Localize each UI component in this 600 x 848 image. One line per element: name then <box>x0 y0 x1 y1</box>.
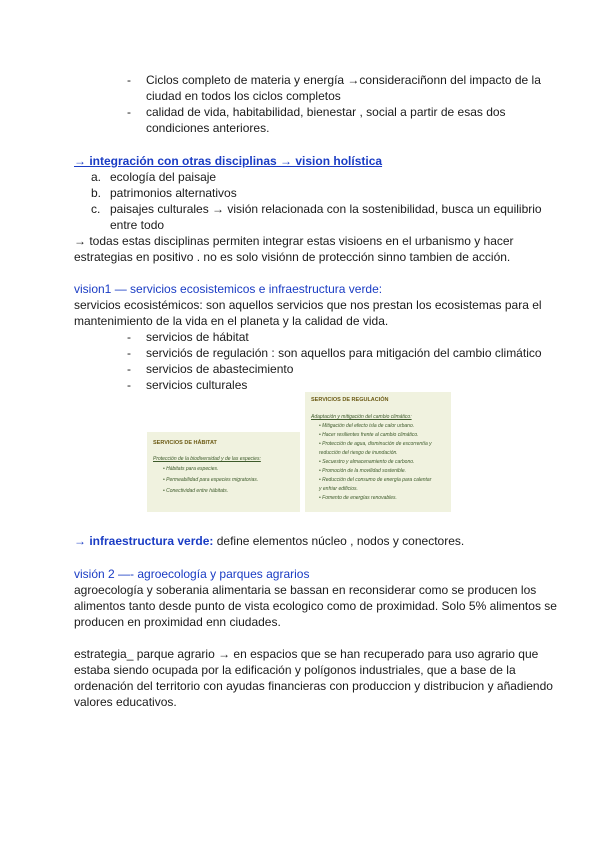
box-item: • Reducción del consumo de energía para calentar <box>319 477 432 483</box>
paragraph-line: servicios ecosistémicos: son aquellos servicios que nos prestan los ecosistemas para el <box>74 298 542 312</box>
paragraph-line: estrategias en positivo . no es solo visiónn de protección sinno tambien de acción. <box>74 250 511 264</box>
box-item: • Hacer resilientes frente al cambio climático. <box>319 432 419 438</box>
list-item-text: entre todo <box>110 218 165 232</box>
box-item: reducción del riesgo de inundación. <box>319 450 398 456</box>
infra-verde-text: define elementos núcleo , nodos y conectores. <box>213 534 465 548</box>
box-item: • Conectividad entre hábitats. <box>163 488 229 494</box>
list-item-text: Ciclos completo de materia y energía →consideraciñonn del impacto de la <box>146 73 541 87</box>
box-title: SERVICIOS DE REGULACIÓN <box>311 397 389 403</box>
paragraph-line: agroecología y soberania alimentaria se bassan en reconsiderar como se producen los <box>74 583 537 597</box>
box-title: SERVICIOS DE HÁBITAT <box>153 440 217 446</box>
list-item-text: serviciós de regulación : son aquellos para mitigación del cambio climático <box>146 346 542 360</box>
box-item: • Mitigación del efecto isla de calor urbano. <box>319 423 415 429</box>
list-item-text: servicios culturales <box>146 378 248 392</box>
vision2-title: visión 2 —- agroecología y parques agrarios <box>74 567 310 581</box>
list-item-text: ecología del paisaje <box>110 170 217 184</box>
list-item-text: servicios de hábitat <box>146 330 249 344</box>
paragraph-line: estaba siendo ocupada por la edificación y polígonos industriales, que a base de la <box>74 663 516 677</box>
list-item-text: calidad de vida, habitabilidad, bienestar , social a partir de esas dos <box>146 105 506 119</box>
list-item-text: paisajes culturales → visión relacionada con la sostenibilidad, busca un equilibrio <box>110 202 542 216</box>
paragraph-line: estrategia_ parque agrario → en espacios que se han recuperado para uso agrario que <box>74 647 539 661</box>
box-item: • Protección de agua, disminución de escorrentía y <box>319 441 432 447</box>
box-item: • Permeabilidad para especies migratorias. <box>163 477 259 483</box>
box-subtitle: Protección de la biodiversidad y de las especies: <box>153 456 261 462</box>
list-dash: - <box>127 378 131 392</box>
list-item-text: servicios de abastecimiento <box>146 362 294 376</box>
box-item: • Promoción de la movilidad sostenible. <box>319 468 407 474</box>
list-dash: - <box>127 346 131 360</box>
list-dash: - <box>127 362 131 376</box>
paragraph-line: valores educativos. <box>74 695 177 709</box>
box-item: • Fomento de energías renovables. <box>319 495 397 501</box>
paragraph-line: producen en proximidad enn ciudades. <box>74 615 281 629</box>
box-subtitle: Adaptación y mitigación del cambio climático: <box>311 414 412 420</box>
list-marker: a. <box>91 170 102 184</box>
vision1-title: vision1 — servicios ecosistemicos e infraestructura verde: <box>74 282 383 296</box>
paragraph-line: alimentos tanto desde punto de vista ecologico como de proximidad. Solo 5% alimentos se <box>74 599 557 613</box>
paragraph-line: → todas estas disciplinas permiten integrar estas visioens en el urbanismo y hacer <box>74 234 514 248</box>
list-dash: - <box>127 105 131 119</box>
integration-heading: → integración con otras disciplinas → vision holística <box>74 154 383 168</box>
list-item-text: condiciones anteriores. <box>146 121 270 135</box>
list-marker: c. <box>91 202 101 216</box>
list-item-text: ciudad en todos los ciclos completos <box>146 89 341 103</box>
paragraph-line: ordenación del territorio con ayudas financieras con produccion y distribucion y añadiendo <box>74 679 553 693</box>
box-item: y enfriar edificios. <box>319 486 358 492</box>
paragraph-line: mantenimiento de la vida en el planeta y la calidad de vida. <box>74 314 389 328</box>
box-item: • Secuestro y almacenamiento de carbono. <box>319 459 415 465</box>
infra-verde-line <box>74 533 464 549</box>
infra-verde-label: → infraestructura verde: <box>74 534 214 548</box>
box-item: • Hábitats para especies. <box>163 466 219 472</box>
list-item-text: patrimonios alternativos <box>110 186 237 200</box>
regulation-services-box <box>305 392 451 512</box>
list-marker: b. <box>91 186 102 200</box>
list-dash: - <box>127 330 131 344</box>
list-dash: - <box>127 73 131 87</box>
habitat-services-box <box>147 432 300 512</box>
